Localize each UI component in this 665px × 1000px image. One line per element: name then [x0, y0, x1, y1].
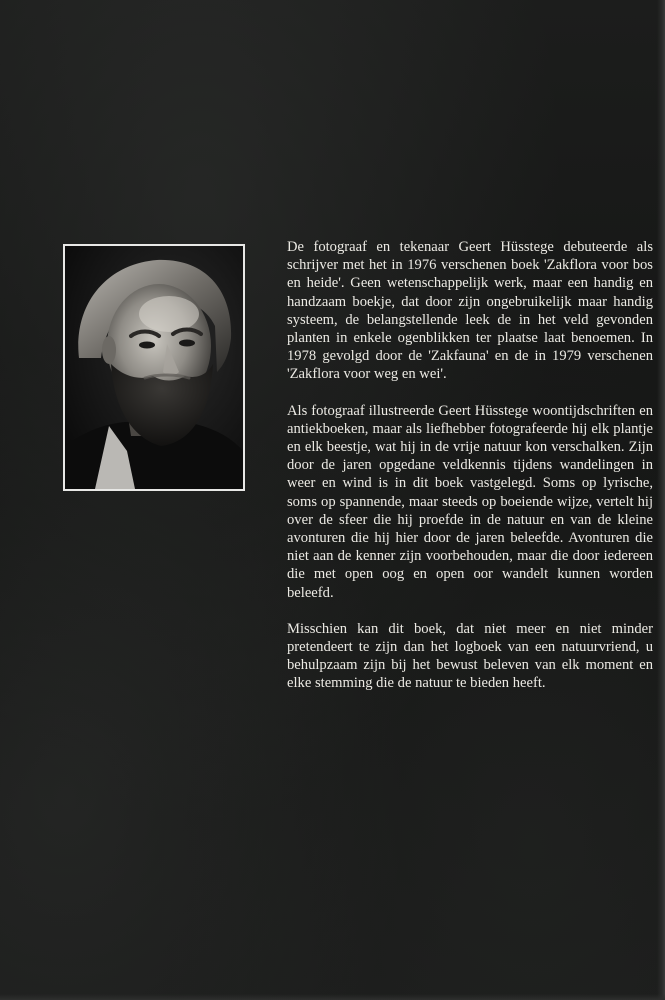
author-portrait-photo: [65, 246, 243, 489]
author-bio: [287, 238, 653, 711]
cover-edge-bottom: [0, 994, 665, 1000]
bio-paragraph-1: De fotograaf en tekenaar Geert Hüsstege debuteerde als schrijver met het in 1976 verschenen boek 'Zakflora voor bos en heide'. Geen wetenschappelijk werk, maar een handig en handzaam boekje, dat door zijn ongebruikelijk maar handig systeem, de belangstellende leek de in het veld gevonden planten in enkele ogenblikken ter plaatse laat benoemen. In 1978 gevolgd door de 'Zakfauna' en de in 1979 verschenen 'Zakflora voor weg en wei'.: [287, 239, 653, 383]
author-portrait: [63, 244, 245, 491]
bio-paragraph-2: Als fotograaf illustreerde Geert Hüsstege woontijdschriften en antiekboeken, maar als liefhebber fotografeerde hij elk plantje en elk beestje, wat hij in de vrije natuur kon verschalken. Zijn door de jaren opgedane veldkennis tijdens wandelingen in weer en wind is in dit boek vastgelegd. Soms op lyrische, soms op spannende, maar steeds op boeiende wijze, vertelt hij over de sfeer die hij proefde in de natuur en van de kleine avonturen die hij hier door de jaren beleefde. Avonturen die niet aan de kenner zijn voorbehouden, maar die door iedereen die met open oog en open oor wandelt kunnen worden beleefd.: [287, 402, 653, 601]
bio-paragraph-3: Misschien kan dit boek, dat niet meer en niet minder pretendeert te zijn dan het logboek van een natuurvriend, u behulpzaam zijn bij het bewust beleven van elk moment en elke stemming die de natuur te bieden heeft.: [287, 620, 653, 692]
cover-edge-right: [657, 0, 665, 1000]
